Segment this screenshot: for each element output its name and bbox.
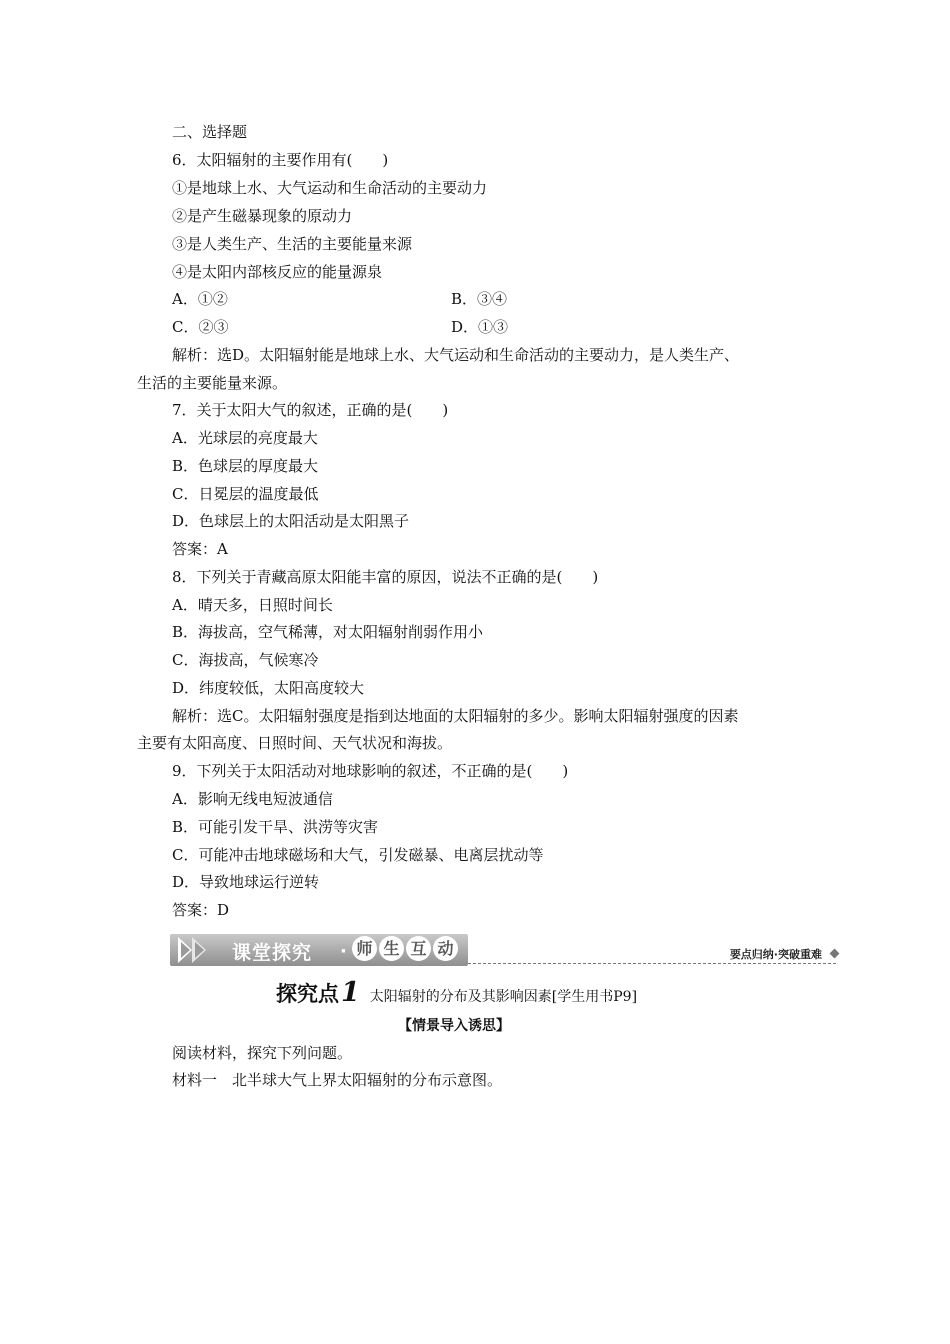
question-6-item: ③是人类生产、生活的主要能量来源: [172, 235, 413, 253]
question-6-analysis-cont: 生活的主要能量来源。: [137, 374, 288, 392]
question-8-analysis-cont: 主要有太阳高度、日照时间、天气状况和海拔。: [137, 734, 453, 752]
question-6-item: ②是产生磁暴现象的原动力: [172, 207, 353, 225]
reading-intro: 阅读材料，探究下列问题。: [172, 1044, 353, 1062]
question-8-option: C．海拔高，气候寒冷: [172, 651, 319, 669]
question-9-stem: 9．下列关于太阳活动对地球影响的叙述，不正确的是( ): [172, 762, 569, 780]
banner-char: 互: [406, 936, 431, 961]
diamond-icon: [830, 949, 840, 959]
question-7-stem: 7．关于太阳大气的叙述，正确的是( ): [172, 401, 449, 419]
banner-subtitle: [352, 936, 460, 961]
question-9-option: C．可能冲击地球磁场和大气，引发磁暴、电离层扰动等: [172, 846, 544, 864]
material-one: 材料一 北半球大气上界太阳辐射的分布示意图。: [172, 1071, 503, 1089]
question-8-stem: 8．下列关于青藏高原太阳能丰富的原因，说法不正确的是( ): [172, 568, 599, 586]
question-7-option: A．光球层的亮度最大: [172, 429, 318, 447]
question-8-option: D．纬度较低，太阳高度较大: [172, 679, 365, 697]
banner-dashed-line: [468, 963, 836, 964]
question-8-analysis: 解析：选C。太阳辐射强度是指到达地面的太阳辐射的多少。影响太阳辐射强度的因素: [172, 707, 739, 725]
question-9-option: A．影响无线电短波通信: [172, 790, 333, 808]
question-8-option: B．海拔高，空气稀薄，对太阳辐射削弱作用小: [172, 623, 484, 641]
question-7-option: C．日冕层的温度最低: [172, 485, 319, 503]
question-7-option: D．色球层上的太阳活动是太阳黑子: [172, 512, 410, 530]
section-title: 二、选择题: [172, 123, 248, 141]
explore-number: 1: [341, 977, 360, 1008]
question-6-item: ④是太阳内部核反应的能量源泉: [172, 263, 383, 281]
question-6-option-a: A．①②: [172, 290, 228, 308]
chevron-right-icon: [195, 942, 204, 958]
banner-bar: [170, 934, 468, 966]
explore-heading: [276, 977, 637, 1008]
question-6-stem: 6．太阳辐射的主要作用有( ): [172, 151, 389, 169]
question-9-option: D．导致地球运行逆转: [172, 873, 320, 891]
question-6-option-c: C．②③: [172, 318, 229, 336]
banner-char: 动: [433, 936, 458, 961]
explore-label: 探究点: [276, 982, 339, 1006]
explore-topic: 太阳辐射的分布及其影响因素[学生用书P9]: [369, 989, 638, 1005]
question-8-option: A．晴天多，日照时间长: [172, 596, 333, 614]
banner-title: 课堂探究: [232, 942, 313, 964]
question-6-option-b: B．③④: [451, 290, 508, 308]
banner-char: 生: [379, 936, 404, 961]
banner-char: 师: [352, 936, 377, 961]
banner-right-label: 要点归纳·突破重难: [729, 948, 822, 961]
banner-separator: ·: [340, 941, 347, 962]
question-6-option-d: D．①③: [451, 318, 509, 336]
question-7-option: B．色球层的厚度最大: [172, 457, 319, 475]
section-banner: [170, 934, 840, 968]
question-9-answer: 答案：D: [172, 901, 230, 919]
chevron-right-icon: [181, 942, 190, 958]
scenario-tag: 【情景导入诱思】: [398, 1018, 510, 1034]
question-7-answer: 答案：A: [172, 540, 228, 558]
question-9-option: B．可能引发干旱、洪涝等灾害: [172, 818, 379, 836]
question-6-item: ①是地球上水、大气运动和生命活动的主要动力: [172, 179, 488, 197]
question-6-analysis: 解析：选D。太阳辐射能是地球上水、大气运动和生命活动的主要动力，是人类生产、: [172, 346, 740, 364]
